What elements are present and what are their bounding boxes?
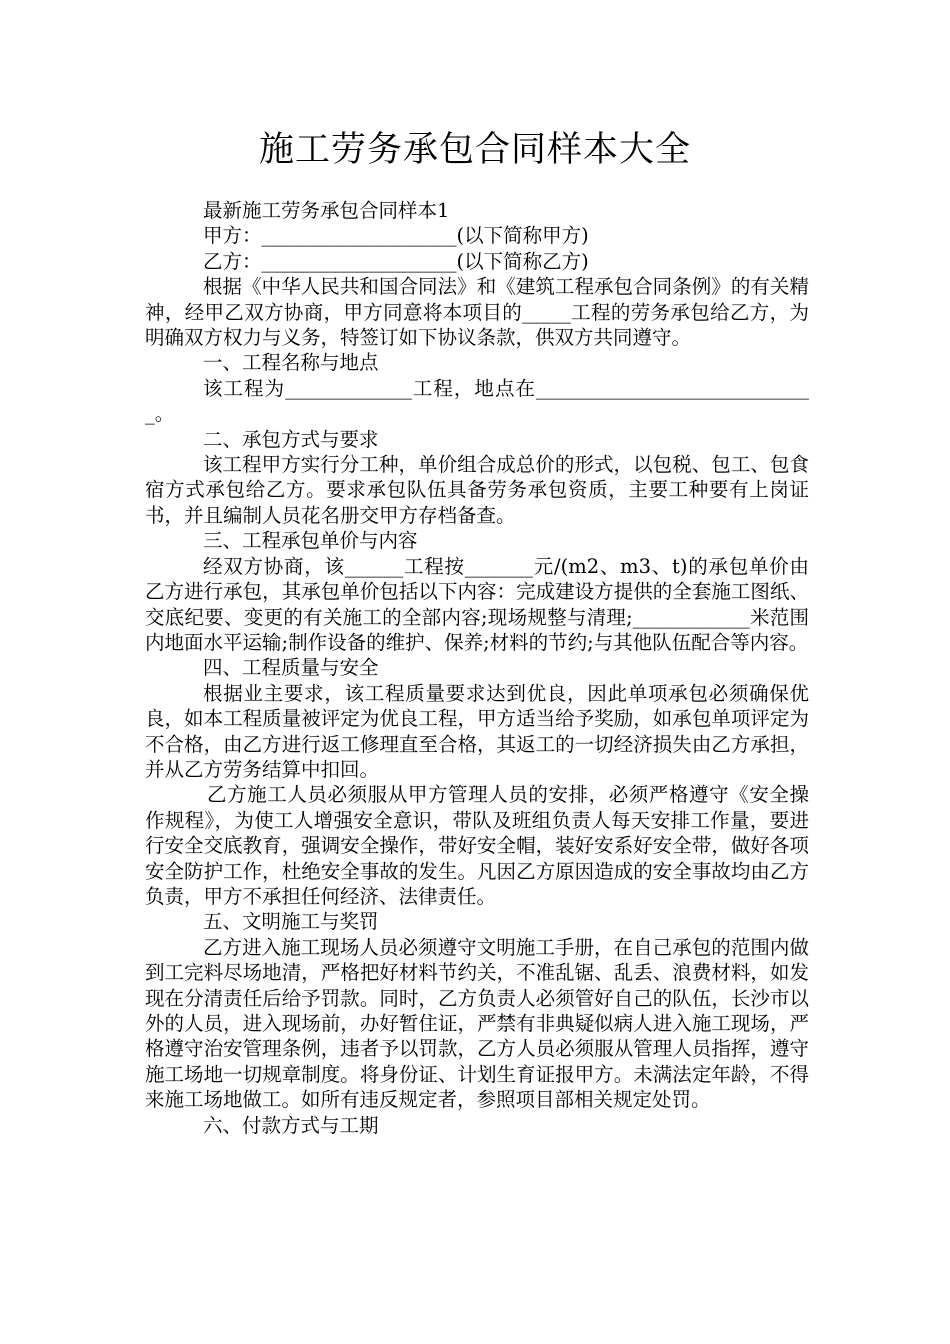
section-1-paragraph: 该工程为_____________工程，地点在_____________________________。 bbox=[145, 376, 809, 426]
section-heading-1: 一、工程名称与地点 bbox=[203, 351, 379, 375]
section-2-paragraph: 该工程甲方实行分工种，单价组合成总价的形式，以包税、包工、包食宿方式承包给乙方。要求承包队伍具备劳务承包资质，主要工种要有上岗证书，并且编制人员花名册交甲方存档备查。 bbox=[145, 453, 809, 527]
section-5-paragraph: 乙方进入施工现场人员必须遵守文明施工手册，在自己承包的范围内做到工完料尽场地清，严格把好材料节约关，不准乱锯、乱丢、浪费材料，如发现在分清责任后给予罚款。同时，乙方负责人必须管好自己的队伍，长沙市以外的人员，进入现场前，办好暂住证，严禁有非典疑似病人进入施工现场，严格遵守治安管理条例，违者予以罚款，乙方人员必须服从管理人员指挥，遵守施工场地一切规章制度。将身份证、计划生育证报甲方。未满法定年龄，不得来施工场地做工。如所有违反规定者，参照项目部相关规定处罚。 bbox=[145, 935, 809, 1112]
section-3-paragraph: 经双方协商，该______工程按_______元/(m2、m3、t)的承包单价由乙方进行承包，其承包单价包括以下内容：完成建设方提供的全套施工图纸、交底纪要、变更的有关施工的全部内容;现场规整与清理;____________米范围内地面水平运输;制作设备的维护、保养;材料的节约;与其他队伍配合等内容。 bbox=[145, 554, 809, 654]
document-body bbox=[145, 198, 809, 1138]
party-a-line: 甲方：____________________(以下简称甲方) bbox=[203, 224, 589, 248]
section-heading-6: 六、付款方式与工期 bbox=[203, 1113, 379, 1137]
section-heading-3: 三、工程承包单价与内容 bbox=[203, 529, 418, 553]
section-heading-4: 四、工程质量与安全 bbox=[203, 656, 379, 680]
party-b-line: 乙方：____________________(以下简称乙方) bbox=[203, 249, 589, 273]
section-4-paragraph-2: 乙方施工人员必须服从甲方管理人员的安排，必须严格遵守《安全操作规程》，为使工人增强安全意识，带队及班组负责人每天安排工作量，要进行安全交底教育，强调安全操作，带好安全帽，装好安系好安全带，做好各项安全防护工作，杜绝安全事故的发生。凡因乙方原因造成的安全事故均由乙方负责，甲方不承担任何经济、法律责任。 bbox=[145, 783, 809, 908]
section-heading-2: 二、承包方式与要求 bbox=[203, 427, 379, 451]
preamble-paragraph: 根据《中华人民共和国合同法》和《建筑工程承包合同条例》的有关精神，经甲乙双方协商，甲方同意将本项目的_____工程的劳务承包给乙方，为明确双方权力与义务，特签订如下协议条款，供双方共同遵守。 bbox=[145, 275, 809, 350]
section-heading-5: 五、文明施工与奖罚 bbox=[203, 910, 379, 934]
section-4-paragraph-1: 根据业主要求，该工程质量要求达到优良，因此单项承包必须确保优良，如本工程质量被评定为优良工程，甲方适当给予奖励，如承包单项评定为不合格，由乙方进行返工修理直至合格，其返工的一切经济损失由乙方承担，并从乙方劳务结算中扣回。 bbox=[145, 681, 809, 781]
document-title: 施工劳务承包合同样本大全 bbox=[258, 130, 691, 170]
contract-sample-heading: 最新施工劳务承包合同样本1 bbox=[203, 199, 450, 222]
